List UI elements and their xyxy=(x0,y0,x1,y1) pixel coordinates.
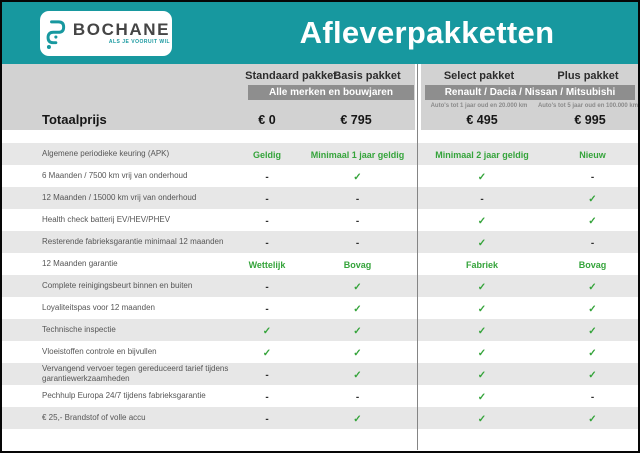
row-value xyxy=(300,145,415,163)
price-select: € 495 xyxy=(466,113,498,127)
row-value xyxy=(300,365,415,383)
row-label: 6 Maanden / 7500 km vrij van onderhoud xyxy=(42,171,188,180)
row-label: Technische inspectie xyxy=(42,325,116,334)
row-value xyxy=(234,145,300,163)
check-icon: ✓ xyxy=(262,326,272,337)
row-value xyxy=(234,277,300,295)
column-standaard-pakket: Standaard pakket xyxy=(245,70,337,82)
table-row xyxy=(2,187,640,209)
row-value xyxy=(421,211,543,229)
page-title: Afleverpakketten xyxy=(299,15,555,50)
check-icon: ✓ xyxy=(477,348,487,359)
table-row xyxy=(2,385,640,407)
brand-name: BOCHANE xyxy=(72,20,171,39)
row-value xyxy=(543,189,640,207)
table-row xyxy=(2,253,640,275)
table-row xyxy=(2,165,640,187)
comparison-rows xyxy=(2,143,640,429)
table-row xyxy=(2,363,640,385)
check-icon: ✓ xyxy=(477,282,487,293)
row-value-text: Geldig xyxy=(252,150,281,160)
total-price-label: Totaalprijs xyxy=(42,112,107,127)
row-value xyxy=(543,211,640,229)
row-value xyxy=(421,409,543,427)
dash-icon: - xyxy=(590,392,595,403)
table-row xyxy=(2,341,640,363)
row-value xyxy=(543,365,640,383)
row-value xyxy=(543,299,640,317)
dash-icon: - xyxy=(265,282,269,293)
check-icon: ✓ xyxy=(477,304,487,315)
check-icon: ✓ xyxy=(353,370,362,381)
check-icon: ✓ xyxy=(353,326,362,337)
check-icon: ✓ xyxy=(588,414,597,425)
row-value xyxy=(543,321,640,339)
table-row xyxy=(2,275,640,297)
row-value xyxy=(300,167,415,185)
row-value xyxy=(543,277,640,295)
dash-icon: - xyxy=(265,370,269,381)
row-value xyxy=(421,299,543,317)
row-value xyxy=(421,233,543,251)
check-icon: ✓ xyxy=(588,326,597,337)
check-icon: ✓ xyxy=(353,348,362,359)
dash-icon: - xyxy=(265,392,269,403)
row-value-text: Wettelijk xyxy=(248,260,286,270)
row-value-text: Minimaal 1 jaar geldig xyxy=(310,150,405,160)
row-value xyxy=(300,277,415,295)
dash-icon: - xyxy=(265,414,269,425)
row-value xyxy=(300,299,415,317)
dash-icon: - xyxy=(590,238,595,249)
table-header-band xyxy=(2,64,640,130)
row-value xyxy=(543,343,640,361)
table-row xyxy=(2,407,640,429)
row-value xyxy=(543,233,640,251)
dash-icon: - xyxy=(355,238,360,249)
row-value xyxy=(421,365,543,383)
row-label: € 25,- Brandstof of volle accu xyxy=(42,413,146,422)
check-icon: ✓ xyxy=(353,282,362,293)
price-basis: € 795 xyxy=(340,113,372,127)
row-value xyxy=(421,167,543,185)
row-value xyxy=(543,387,640,405)
row-value xyxy=(234,167,300,185)
badge-renault-dacia-nissan-mitsubishi: Renault / Dacia / Nissan / Mitsubishi xyxy=(425,85,635,100)
price-standaard: € 0 xyxy=(258,113,276,127)
row-label: Pechhulp Europa 24/7 tijdens fabrieksgarantie xyxy=(42,391,206,400)
row-value xyxy=(543,409,640,427)
row-value xyxy=(234,233,300,251)
bochane-logo xyxy=(40,11,172,56)
check-icon: ✓ xyxy=(588,194,597,205)
check-icon: ✓ xyxy=(477,326,487,337)
table-row xyxy=(2,209,640,231)
row-value xyxy=(543,145,640,163)
row-value xyxy=(421,255,543,273)
row-value xyxy=(234,387,300,405)
check-icon: ✓ xyxy=(588,370,597,381)
dash-icon: - xyxy=(265,194,269,205)
dash-icon: - xyxy=(355,392,360,403)
row-label: 12 Maanden garantie xyxy=(42,259,118,268)
row-label: Health check batterij EV/HEV/PHEV xyxy=(42,215,171,224)
row-value xyxy=(543,255,640,273)
row-label: Vloeistoffen controle en bijvullen xyxy=(42,347,157,356)
row-value xyxy=(234,299,300,317)
row-value xyxy=(300,211,415,229)
row-value xyxy=(234,189,300,207)
check-icon: ✓ xyxy=(477,392,487,403)
check-icon: ✓ xyxy=(353,304,362,315)
dash-icon: - xyxy=(265,172,269,183)
column-plus-pakket: Plus pakket xyxy=(557,70,619,82)
check-icon: ✓ xyxy=(588,216,597,227)
row-label: Algemene periodieke keuring (APK) xyxy=(42,149,170,158)
row-value xyxy=(234,321,300,339)
check-icon: ✓ xyxy=(477,172,487,183)
row-value xyxy=(300,321,415,339)
row-value xyxy=(421,321,543,339)
check-icon: ✓ xyxy=(477,238,487,249)
table-row xyxy=(2,143,640,165)
row-label: Complete reinigingsbeurt binnen en buiten xyxy=(42,281,193,290)
row-value-text: Bovag xyxy=(578,260,607,270)
row-value xyxy=(421,277,543,295)
note-plus-pakket: Auto's tot 5 jaar oud en 100.000 km xyxy=(537,103,639,109)
note-select-pakket: Auto's tot 1 jaar oud en 20.000 km xyxy=(430,103,528,109)
check-icon: ✓ xyxy=(262,348,272,359)
check-icon: ✓ xyxy=(588,348,597,359)
column-select-pakket: Select pakket xyxy=(443,70,515,82)
row-value xyxy=(421,145,543,163)
row-value xyxy=(234,255,300,273)
dash-icon: - xyxy=(480,194,484,205)
dash-icon: - xyxy=(265,238,269,249)
badge-alle-merken: Alle merken en bouwjaren xyxy=(248,85,414,100)
check-icon: ✓ xyxy=(353,414,362,425)
row-label: Loyaliteitspas voor 12 maanden xyxy=(42,303,155,312)
row-label: Resterende fabrieksgarantie minimaal 12 maanden xyxy=(42,237,224,246)
price-plus: € 995 xyxy=(574,113,606,127)
row-value xyxy=(300,189,415,207)
row-value xyxy=(234,211,300,229)
dash-icon: - xyxy=(355,216,360,227)
row-label: Vervangend vervoer tegen gereduceerd tarief tijdens garantiewerkzaamheden xyxy=(42,364,229,383)
check-icon: ✓ xyxy=(477,414,487,425)
dash-icon: - xyxy=(590,172,595,183)
dash-icon: - xyxy=(265,216,269,227)
row-value-text: Fabriek xyxy=(465,260,498,270)
bochane-logo-icon xyxy=(42,17,68,51)
column-basis-pakket: Basis pakket xyxy=(333,70,401,82)
row-value xyxy=(421,343,543,361)
row-value xyxy=(300,255,415,273)
row-value-text: Minimaal 2 jaar geldig xyxy=(435,150,529,160)
row-value xyxy=(300,387,415,405)
row-value xyxy=(543,167,640,185)
row-value xyxy=(421,387,543,405)
table-row xyxy=(2,231,640,253)
dash-icon: - xyxy=(355,194,360,205)
brand-tagline: ALS JE VOORUIT WIL xyxy=(108,39,171,45)
check-icon: ✓ xyxy=(477,216,487,227)
row-value xyxy=(234,343,300,361)
check-icon: ✓ xyxy=(477,370,487,381)
row-value-text: Nieuw xyxy=(579,150,606,160)
table-row xyxy=(2,319,640,341)
row-value xyxy=(421,189,543,207)
table-row xyxy=(2,297,640,319)
check-icon: ✓ xyxy=(353,172,362,183)
check-icon: ✓ xyxy=(588,282,597,293)
top-bar xyxy=(2,2,638,64)
dash-icon: - xyxy=(265,304,269,315)
row-value-text: Bovag xyxy=(343,260,372,270)
row-value xyxy=(300,233,415,251)
row-value xyxy=(300,409,415,427)
row-label: 12 Maanden / 15000 km vrij van onderhoud xyxy=(42,193,197,202)
row-value xyxy=(234,409,300,427)
row-value xyxy=(234,365,300,383)
column-divider xyxy=(417,64,418,450)
check-icon: ✓ xyxy=(588,304,597,315)
row-value xyxy=(300,343,415,361)
